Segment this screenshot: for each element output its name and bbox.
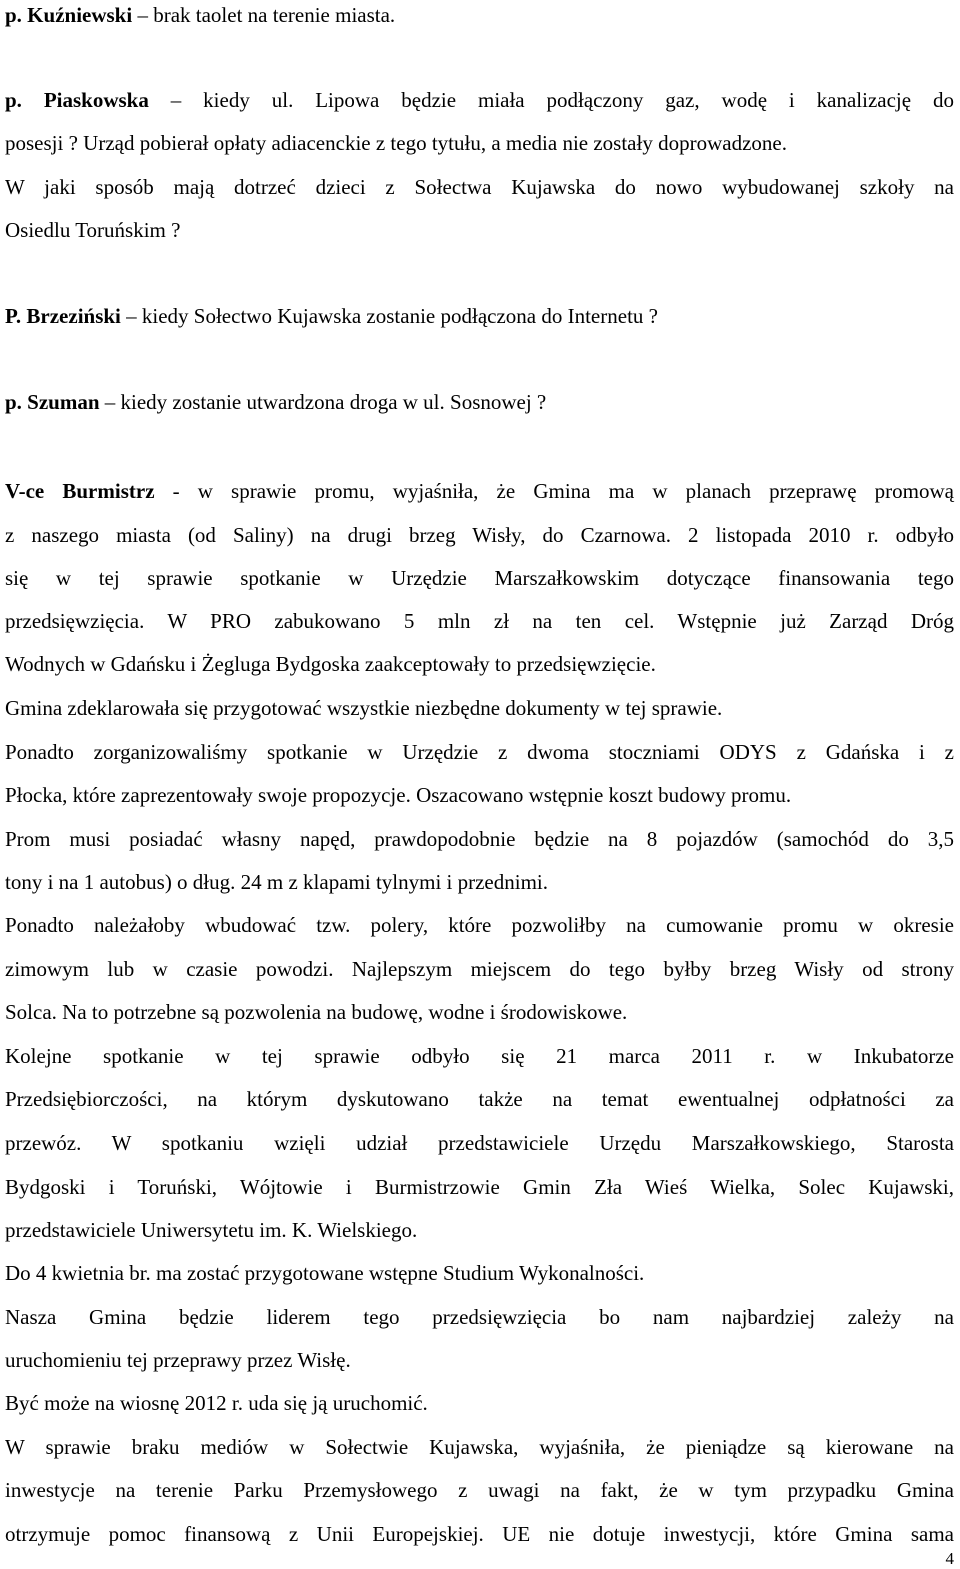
paragraph-text: – kiedy zostanie utwardzona droga w ul. Sosnowej ?: [99, 390, 547, 414]
paragraph-line: Prom musi posiadać własny napęd, prawdopodobnie będzie na 8 pojazdów (samochód do 3,5: [5, 827, 954, 851]
paragraph-piaskowska-line: posesji ? Urząd pobierał opłaty adiacenckie z tego tytułu, a media nie zostały doprowadzone.: [5, 131, 787, 155]
paragraph-line: Przedsiębiorczości, na którym dyskutowano także na temat ewentualnej odpłatności za: [5, 1087, 954, 1111]
paragraph-line: tony i na 1 autobus) o dług. 24 m z klapami tylnymi i przednimi.: [5, 870, 549, 894]
page-number: 4: [945, 1549, 954, 1568]
speaker-name: P. Brzeziński: [5, 304, 121, 328]
paragraph-line: inwestycje na terenie Parku Przemysłowego z uwagi na fakt, że w tym przypadku Gmina: [5, 1478, 954, 1502]
paragraph-kuzniewski: [5, 2, 395, 28]
paragraph-brzezinski: [5, 303, 658, 329]
paragraph-line: z naszego miasta (od Saliny) na drugi brzeg Wisły, do Czarnowa. 2 listopada 2010 r. odbyło: [5, 523, 954, 547]
paragraph-text: – kiedy Sołectwo Kujawska zostanie podłączona do Internetu ?: [120, 304, 658, 328]
paragraph-line: Solca. Na to potrzebne są pozwolenia na budowę, wodne i środowiskowe.: [5, 1000, 628, 1024]
paragraph-text: - w sprawie promu, wyjaśniła, że Gmina ma w planach przeprawę promową: [154, 479, 954, 503]
paragraph-line: Gmina zdeklarowała się przygotować wszystkie niezbędne dokumenty w tej sprawie.: [5, 696, 723, 720]
paragraph-line: Bydgoski i Toruński, Wójtowie i Burmistrzowie Gmin Zła Wieś Wielka, Solec Kujawski,: [5, 1175, 954, 1199]
paragraph-line: Kolejne spotkanie w tej sprawie odbyło się 21 marca 2011 r. w Inkubatorze: [5, 1044, 954, 1068]
paragraph-text: – kiedy ul. Lipowa będzie miała podłączony gaz, wodę i kanalizację do: [148, 88, 954, 112]
paragraph-line: otrzymuje pomoc finansową z Unii Europejskiej. UE nie dotuje inwestycji, które Gmina sama: [5, 1522, 954, 1546]
paragraph-line: Wodnych w Gdańsku i Żegluga Bydgoska zaakceptowały to przedsięwzięcie.: [5, 652, 656, 676]
paragraph-line: Płocka, które zaprezentowały swoje propozycje. Oszacowano wstępnie koszt budowy promu.: [5, 783, 792, 807]
paragraph-line: Nasza Gmina będzie liderem tego przedsięwzięcia bo nam najbardziej zależy na: [5, 1305, 954, 1329]
paragraph-line: przewóz. W spotkaniu wzięli udział przedstawiciele Urzędu Marszałkowskiego, Starosta: [5, 1131, 954, 1155]
paragraph-vice-burmistrz-line: [5, 478, 954, 504]
speaker-name: p. Piaskowska: [5, 88, 149, 112]
paragraph-text: – brak taolet na terenie miasta.: [132, 3, 396, 27]
paragraph-line: Być może na wiosnę 2012 r. uda się ją uruchomić.: [5, 1391, 428, 1415]
paragraph-line: zimowym lub w czasie powodzi. Najlepszym miejscem do tego byłby brzeg Wisły od strony: [5, 957, 954, 981]
paragraph-line: W sprawie braku mediów w Sołectwie Kujawska, wyjaśniła, że pieniądze są kierowane na: [5, 1435, 954, 1459]
paragraph-line: przedstawiciele Uniwersytetu im. K. Wielskiego.: [5, 1218, 418, 1242]
speaker-name: V-ce Burmistrz: [5, 479, 155, 503]
speaker-name: p. Szuman: [5, 390, 100, 414]
paragraph-line: przedsięwzięcia. W PRO zabukowano 5 mln zł na ten cel. Wstępnie już Zarząd Dróg: [5, 609, 954, 633]
paragraph-piaskowska-line: Osiedlu Toruńskim ?: [5, 218, 181, 242]
paragraph-line: Ponadto należałoby wbudować tzw. polery, które pozwoliłby na cumowanie promu w okresie: [5, 913, 954, 937]
paragraph-line: Do 4 kwietnia br. ma zostać przygotowane wstępne Studium Wykonalności.: [5, 1261, 645, 1285]
speaker-name: p. Kuźniewski: [5, 3, 133, 27]
paragraph-line: uruchomieniu tej przeprawy przez Wisłę.: [5, 1348, 351, 1372]
paragraph-line: się w tej sprawie spotkanie w Urzędzie Marszałkowskim dotyczące finansowania tego: [5, 566, 954, 590]
paragraph-piaskowska-line: W jaki sposób mają dotrzeć dzieci z Sołectwa Kujawska do nowo wybudowanej szkoły na: [5, 175, 954, 199]
paragraph-szuman: [5, 389, 546, 415]
paragraph-line: Ponadto zorganizowaliśmy spotkanie w Urzędzie z dwoma stoczniami ODYS z Gdańska i z: [5, 740, 954, 764]
paragraph-piaskowska-line: [5, 87, 954, 113]
